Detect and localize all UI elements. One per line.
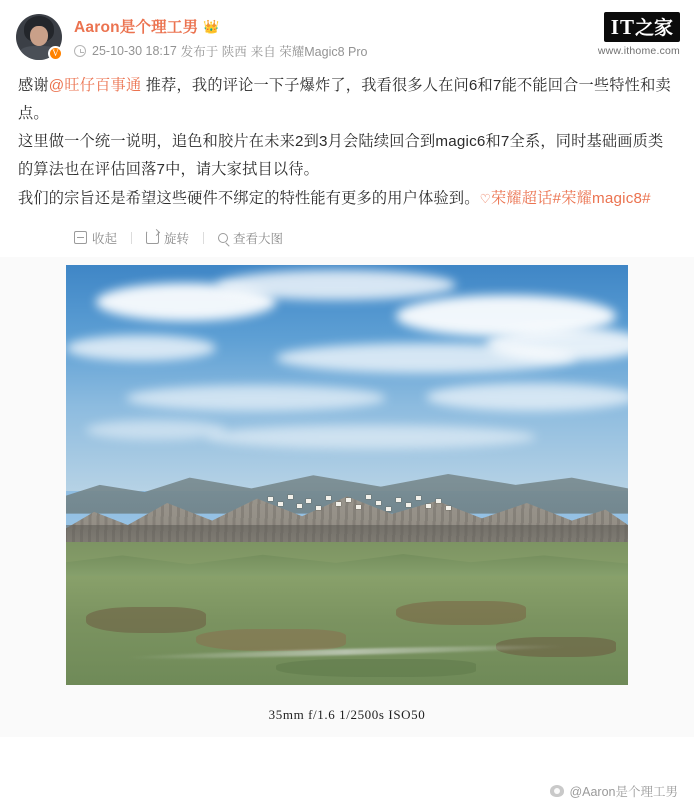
farm-field (396, 601, 526, 625)
author-info (74, 14, 678, 60)
site-brand (598, 12, 680, 57)
magnifier-icon (218, 233, 228, 243)
collapse-label: 收起 (92, 231, 118, 246)
photo-container[interactable] (66, 265, 628, 737)
cloud (426, 383, 628, 411)
collapse-icon (74, 231, 87, 244)
photo-area (0, 257, 694, 737)
cloud (126, 385, 386, 411)
post-paragraph-2 (18, 128, 676, 184)
text-run: 我们的宗旨还是希望这些硬件不绑定的特性能有更多的用户体验到。 (18, 189, 480, 207)
weibo-watermark (550, 782, 678, 800)
cloud (86, 420, 226, 440)
view-large-button[interactable] (204, 229, 297, 247)
post-device[interactable]: 来自 荣耀Magic8 Pro (250, 45, 368, 59)
cloud (216, 270, 456, 300)
verified-badge-icon: V (48, 46, 63, 61)
text-run: 感谢 (18, 77, 49, 94)
rotate-label: 旋转 (164, 231, 190, 246)
village-cluster (266, 493, 456, 515)
ithome-logo-en: IT (610, 15, 635, 39)
post-meta (74, 42, 678, 60)
topic-link-magic8[interactable]: 荣耀magic8# (561, 189, 651, 207)
avatar-face (30, 26, 48, 46)
cloud (66, 335, 216, 361)
post-paragraph-3 (18, 185, 676, 213)
crown-icon: 👑 (203, 18, 220, 34)
post-timestamp: 25-10-30 18:17 (92, 44, 177, 58)
weibo-eye-icon (550, 785, 564, 797)
media-toolbar (0, 215, 694, 257)
farm-field (86, 607, 206, 633)
photo-area-gutter (0, 495, 16, 737)
author-name-row (74, 15, 678, 37)
text-run: 推荐，我的评论一下子爆炸了，我看很多人在问6和7能不能回合一些特性和卖点。 (18, 77, 671, 123)
view-large-label: 查看大图 (233, 231, 284, 246)
post-location: 发布于 陕西 (180, 45, 247, 59)
post-content (0, 60, 694, 215)
clock-icon (74, 45, 86, 57)
avatar[interactable] (16, 14, 62, 60)
landscape-photo[interactable] (66, 265, 628, 685)
farm-field (276, 659, 476, 677)
text-run: 这里做一个统一说明，追色和胶片在未来2到3月会陆续回合到magic6和7全系，同时基础画质类的算法也在评估回落7中，请大家拭目以待。 (18, 133, 664, 179)
ithome-logo (604, 12, 680, 42)
watermark-text: @Aaron是个理工男 (569, 785, 678, 799)
heart-icon: ♡ (479, 191, 492, 206)
farm-field (196, 629, 346, 651)
cloud (206, 425, 536, 449)
author-name[interactable]: Aaron是个理工男 (74, 19, 199, 36)
mention-link[interactable]: @旺仔百事通 (48, 77, 142, 94)
topic-link-honor[interactable]: 荣耀超话# (491, 189, 562, 207)
collapse-button[interactable] (74, 229, 131, 247)
cloud (276, 343, 576, 373)
ithome-url: www.ithome.com (597, 45, 680, 57)
post-paragraph-1 (18, 72, 676, 128)
grass-slope (66, 542, 628, 685)
ithome-logo-cn: 之家 (634, 18, 673, 39)
rotate-icon (146, 231, 159, 244)
rotate-button[interactable] (132, 229, 203, 247)
post-header (0, 0, 694, 60)
photo-exif-caption: 35mm f/1.6 1/2500s ISO50 (268, 706, 426, 722)
